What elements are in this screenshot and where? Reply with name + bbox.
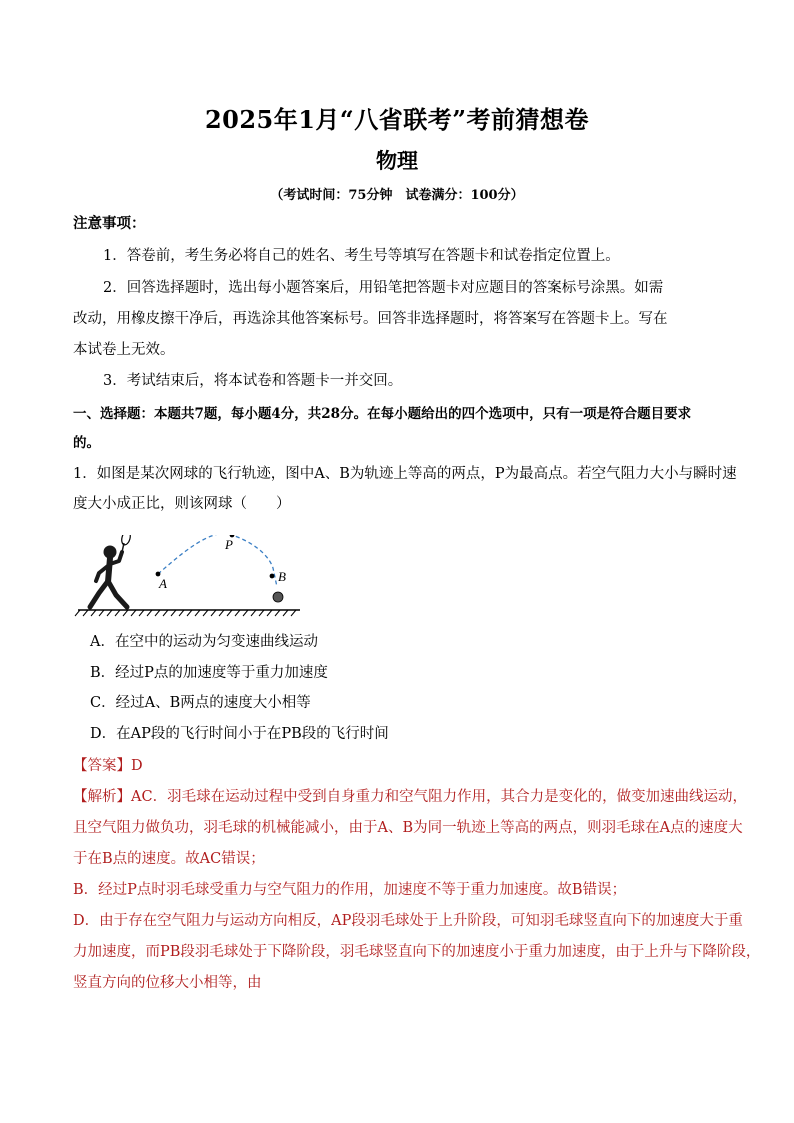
racket-icon: [120, 535, 131, 546]
tennis-trajectory-figure: [72, 535, 302, 621]
label-p: P: [225, 537, 233, 552]
subject-title: 物理: [376, 148, 418, 173]
option-a: A．在空中的运动为匀变速曲线运动: [90, 634, 318, 650]
label-b: B: [278, 569, 286, 584]
analysis-line-5: D．由于存在空气阻力与运动方向相反，AP段羽毛球处于上升阶段，可知羽毛球竖直向下的加速度大于重: [73, 913, 743, 929]
notice-item-2-line-3: 本试卷上无效。: [73, 342, 175, 358]
analysis-line-2: 且空气阻力做负功，羽毛球的机械能减小，由于A、B为同一轨迹上等高的两点，则羽毛球在A点的速度大: [73, 820, 743, 836]
notice-item-2-line-1: 2．回答选择题时，选出每小题答案后，用铅笔把答题卡对应题目的答案标号涂黑。如需: [103, 280, 664, 296]
notice-item-2-line-2: 改动，用橡皮擦干净后，再选涂其他答案标号。回答非选择题时，将答案写在答题卡上。写在: [73, 311, 668, 327]
answer-line: 【答案】D: [73, 758, 143, 774]
question-1-stem-line-1: 1．如图是某次网球的飞行轨迹，图中A、B为轨迹上等高的两点，P为最高点。若空气阻力大小与瞬时速: [73, 466, 737, 482]
analysis-line-4: B．经过P点时羽毛球受重力与空气阻力的作用，加速度不等于重力加速度。故B错误；: [73, 882, 627, 898]
ball-icon: [273, 592, 283, 602]
label-a: A: [159, 576, 167, 591]
option-d: D．在AP段的飞行时间小于在PB段的飞行时间: [90, 726, 389, 742]
notice-heading: 注意事项：: [73, 215, 146, 232]
exam-info: （考试时间：75分钟 试卷满分：100分）: [270, 188, 524, 203]
point-b-dot: [270, 574, 275, 579]
exam-title: 2025年1月“八省联考”考前猜想卷: [204, 105, 590, 134]
stick-figure-player-icon: [90, 543, 127, 607]
notice-item-1: 1．答卷前，考生务必将自己的姓名、考生号等填写在答题卡和试卷指定位置上。: [103, 248, 620, 264]
section-heading-line-1: 一、选择题：本题共7题，每小题4分，共28分。在每小题给出的四个选项中，只有一项是符合题目要求: [73, 406, 692, 422]
option-b: B．经过P点的加速度等于重力加速度: [90, 665, 328, 681]
analysis-line-6: 力加速度，而PB段羽毛球处于下降阶段，羽毛球竖直向下的加速度小于重力加速度，由于上升与下降阶段，: [73, 944, 761, 960]
option-c: C．经过A、B两点的速度大小相等: [90, 695, 311, 711]
trajectory-curve: [158, 535, 277, 587]
analysis-line-7: 竖直方向的位移大小相等，由: [73, 975, 262, 991]
section-heading-line-2: 的。: [73, 435, 100, 451]
question-1-stem-line-2: 度大小成正比，则该网球（ ）: [73, 496, 291, 512]
analysis-line-3: 于在B点的速度。故AC错误；: [73, 851, 265, 867]
analysis-line-1: 【解析】AC．羽毛球在运动过程中受到自身重力和空气阻力作用，其合力是变化的，做变加速曲线运动，: [73, 789, 748, 805]
ground-hatch: [75, 610, 296, 616]
notice-item-3: 3．考试结束后，将本试卷和答题卡一并交回。: [103, 373, 403, 389]
